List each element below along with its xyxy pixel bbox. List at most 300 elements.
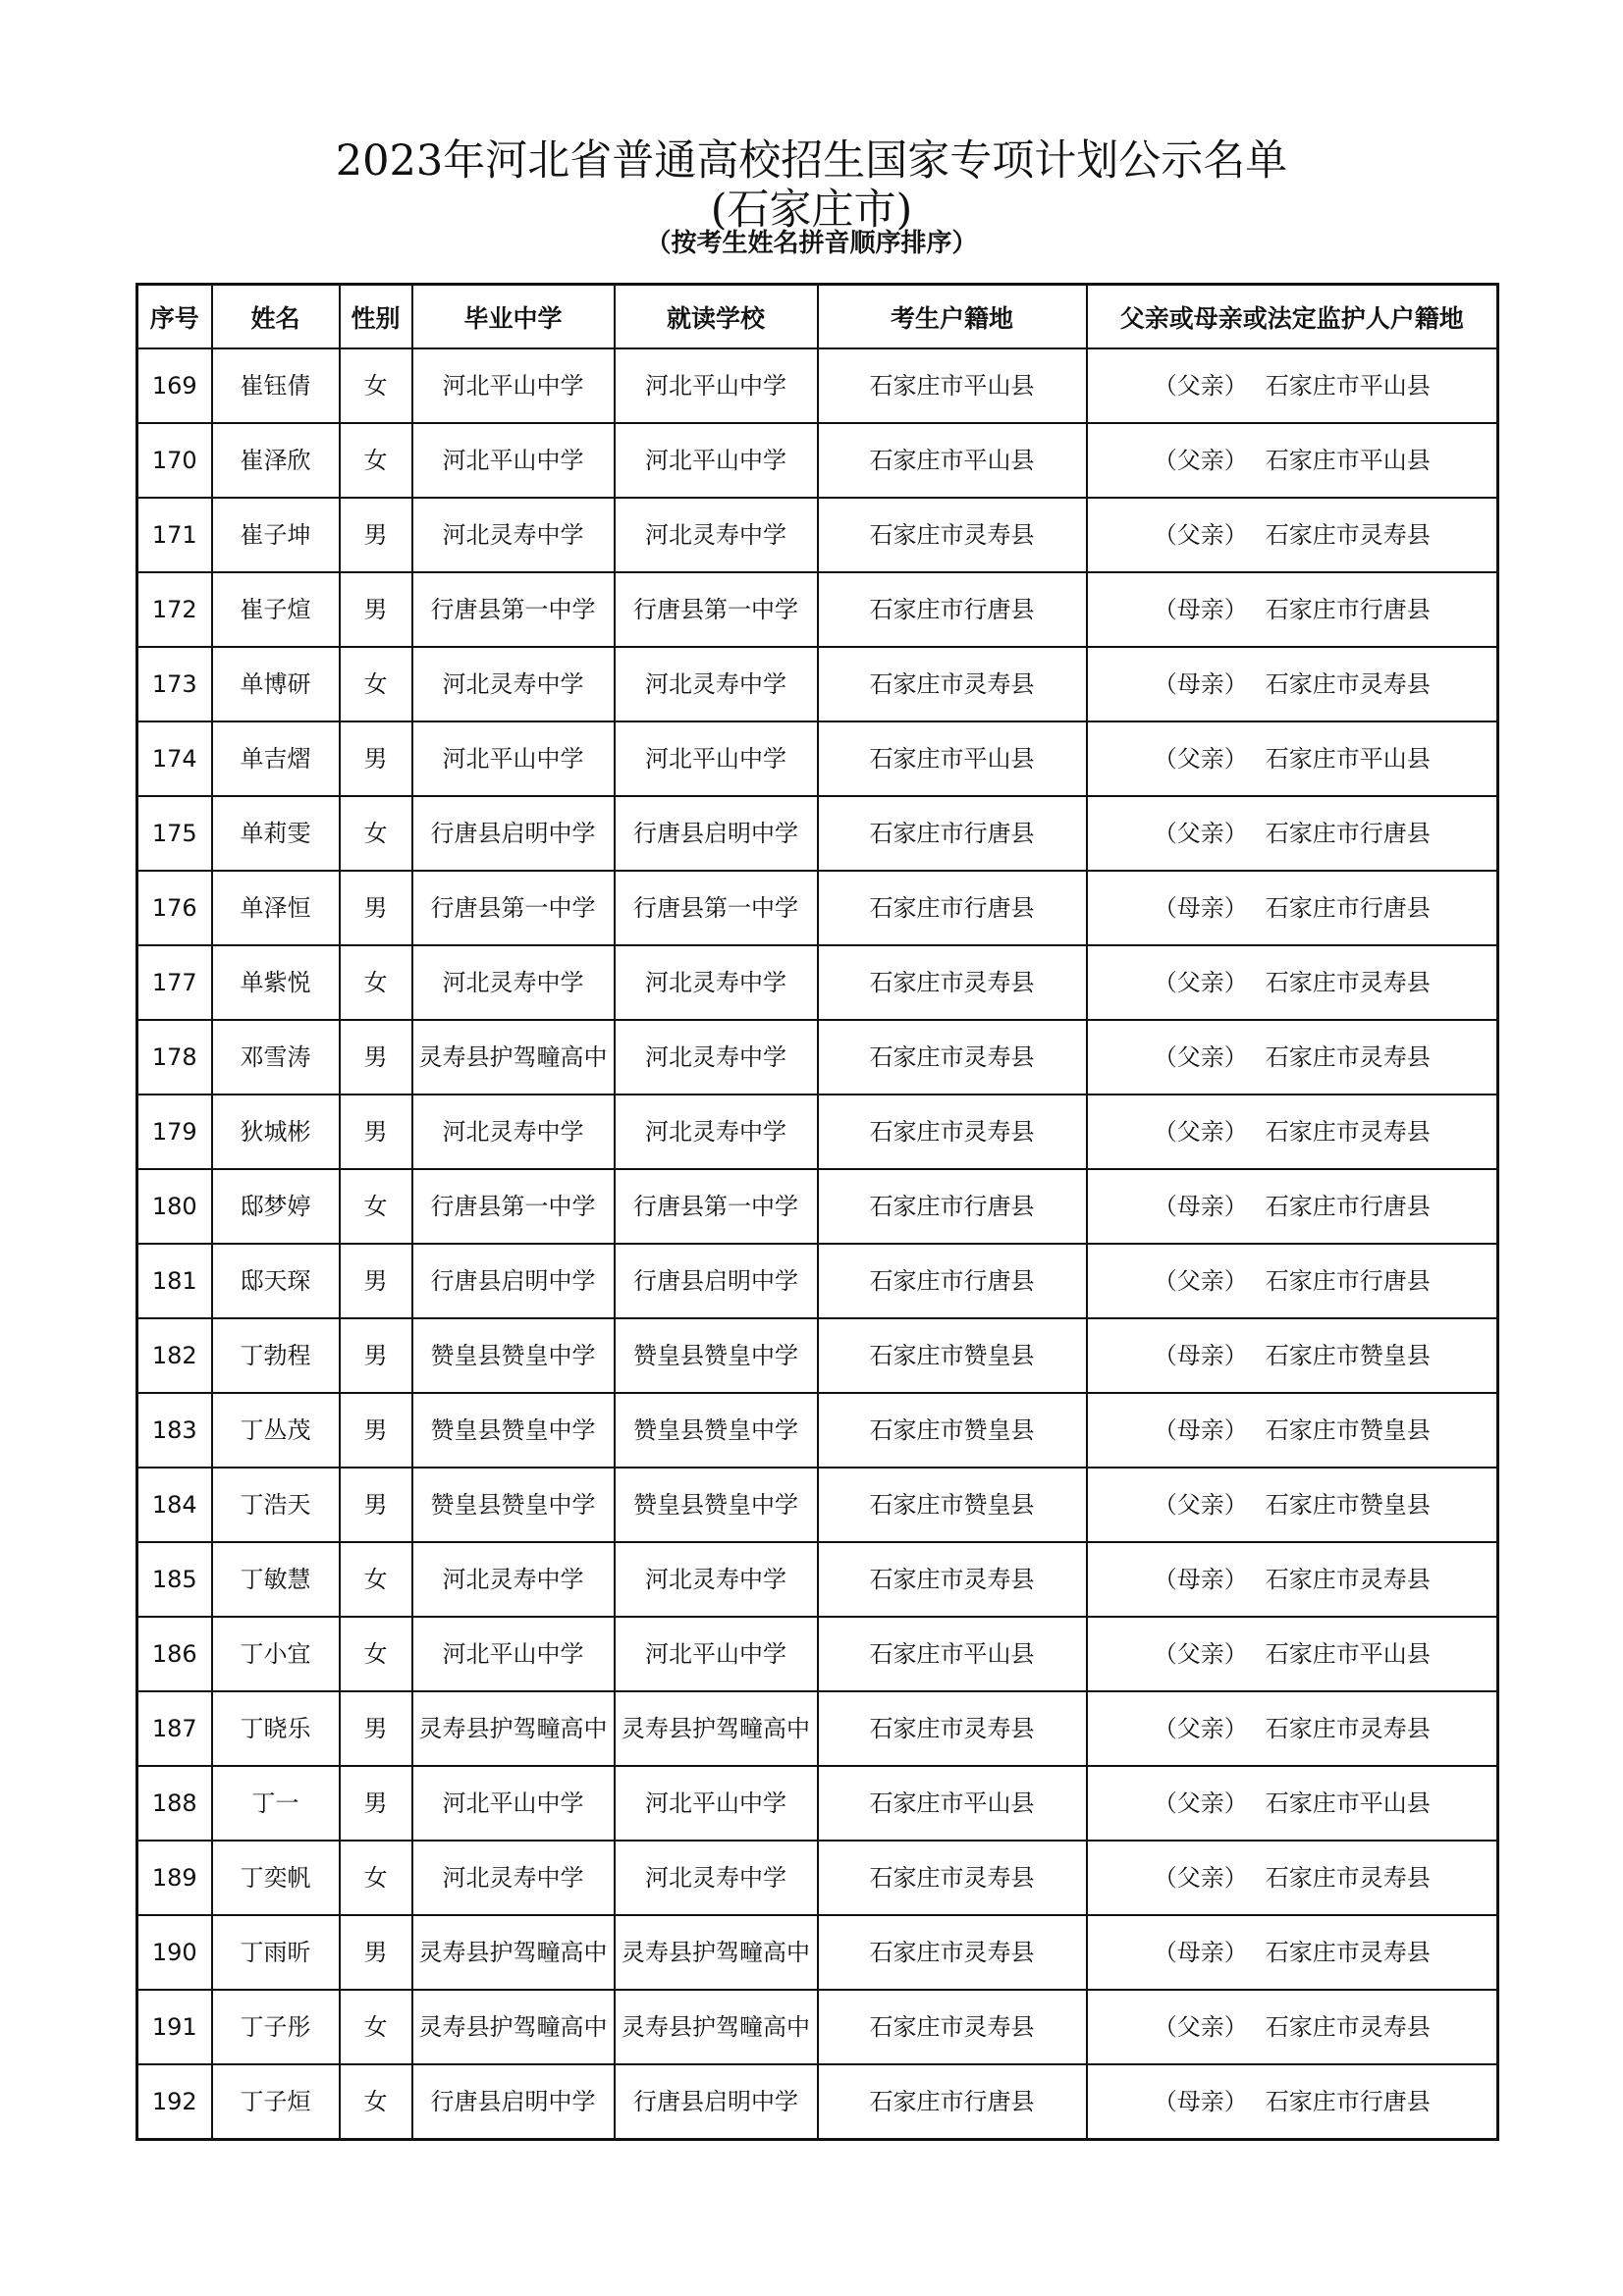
current-school: 赞皇县赞皇中学 <box>615 1318 818 1393</box>
parent-open-paren: （ <box>1153 1267 1177 1295</box>
student-name: 丁丛茂 <box>212 1393 340 1468</box>
parent-open-paren: （ <box>1153 1640 1177 1668</box>
student-gender: 男 <box>340 1095 412 1169</box>
table-row <box>137 796 1498 871</box>
row-seq: 187 <box>137 1691 212 1766</box>
grad-school: 河北灵寿中学 <box>412 647 615 721</box>
parent-relation: 母亲 <box>1176 1342 1224 1369</box>
row-seq: 177 <box>137 945 212 1020</box>
parent-hukou: 石家庄市灵寿县 <box>1265 1043 1431 1071</box>
parent-hukou: 石家庄市灵寿县 <box>1265 1118 1431 1146</box>
parent-relation: 父亲 <box>1176 745 1224 773</box>
row-seq: 181 <box>137 1244 212 1318</box>
parent-relation: 父亲 <box>1176 1491 1224 1519</box>
parent-hukou-cell <box>1087 498 1498 572</box>
student-gender: 女 <box>340 1617 412 1691</box>
current-school: 河北灵寿中学 <box>615 647 818 721</box>
parent-hukou-cell <box>1087 1617 1498 1691</box>
parent-close-paren: ） <box>1223 2013 1248 2041</box>
parent-hukou-cell <box>1087 1766 1498 1841</box>
table-row <box>137 1542 1498 1617</box>
parent-hukou-cell <box>1087 348 1498 423</box>
row-seq: 175 <box>137 796 212 871</box>
grad-school: 河北灵寿中学 <box>412 945 615 1020</box>
grad-school: 灵寿县护驾疃高中 <box>412 1915 615 1990</box>
current-school: 河北灵寿中学 <box>615 498 818 572</box>
grad-school: 河北灵寿中学 <box>412 1542 615 1617</box>
table-row <box>137 1766 1498 1841</box>
table-row <box>137 2064 1498 2140</box>
parent-hukou-cell <box>1087 1841 1498 1915</box>
table-row <box>137 1020 1498 1095</box>
grad-school: 行唐县第一中学 <box>412 1169 615 1244</box>
parent-hukou-cell <box>1087 1244 1498 1318</box>
parent-close-paren: ） <box>1223 1118 1248 1146</box>
parent-hukou: 石家庄市平山县 <box>1265 372 1431 400</box>
table-row <box>137 348 1498 423</box>
current-school: 行唐县第一中学 <box>615 871 818 945</box>
parent-relation: 父亲 <box>1176 1118 1224 1146</box>
parent-open-paren: （ <box>1153 1193 1177 1220</box>
current-school: 赞皇县赞皇中学 <box>615 1468 818 1542</box>
parent-hukou-cell <box>1087 1915 1498 1990</box>
student-gender: 男 <box>340 1468 412 1542</box>
header-grad-school: 毕业中学 <box>412 285 615 349</box>
parent-relation: 母亲 <box>1176 1939 1224 1966</box>
parent-close-paren: ） <box>1223 596 1248 623</box>
parent-hukou: 石家庄市平山县 <box>1265 447 1431 474</box>
current-school: 河北灵寿中学 <box>615 1841 818 1915</box>
parent-hukou-cell <box>1087 721 1498 796</box>
parent-relation: 父亲 <box>1176 969 1224 996</box>
student-name: 邸天琛 <box>212 1244 340 1318</box>
student-gender: 女 <box>340 1542 412 1617</box>
parent-hukou: 石家庄市赞皇县 <box>1265 1342 1431 1369</box>
student-hukou: 石家庄市行唐县 <box>818 796 1087 871</box>
parent-close-paren: ） <box>1223 670 1248 698</box>
student-gender: 男 <box>340 498 412 572</box>
parent-relation: 父亲 <box>1176 372 1224 400</box>
parent-hukou-cell <box>1087 647 1498 721</box>
document-title: 2023年河北省普通高校招生国家专项计划公示名单 <box>335 136 1288 186</box>
student-hukou: 石家庄市行唐县 <box>818 2064 1087 2140</box>
sort-note: （按考生姓名拼音顺序排序） <box>645 229 978 258</box>
student-hukou: 石家庄市平山县 <box>818 1617 1087 1691</box>
parent-hukou: 石家庄市平山县 <box>1265 745 1431 773</box>
student-gender: 女 <box>340 348 412 423</box>
parent-close-paren: ） <box>1223 1939 1248 1966</box>
parent-hukou: 石家庄市行唐县 <box>1265 2088 1431 2115</box>
parent-hukou: 石家庄市灵寿县 <box>1265 1939 1431 1966</box>
parent-hukou: 石家庄市平山县 <box>1265 1640 1431 1668</box>
current-school: 灵寿县护驾疃高中 <box>615 1915 818 1990</box>
student-name: 单紫悦 <box>212 945 340 1020</box>
table-body <box>137 348 1498 2140</box>
student-hukou: 石家庄市平山县 <box>818 721 1087 796</box>
student-name: 单泽恒 <box>212 871 340 945</box>
parent-hukou: 石家庄市灵寿县 <box>1265 2013 1431 2041</box>
parent-hukou: 石家庄市行唐县 <box>1265 894 1431 922</box>
table-row <box>137 572 1498 647</box>
current-school: 赞皇县赞皇中学 <box>615 1393 818 1468</box>
table-row <box>137 1617 1498 1691</box>
student-hukou: 石家庄市灵寿县 <box>818 1841 1087 1915</box>
parent-open-paren: （ <box>1153 745 1177 773</box>
parent-open-paren: （ <box>1153 1491 1177 1519</box>
student-name: 丁一 <box>212 1766 340 1841</box>
parent-hukou-cell <box>1087 1691 1498 1766</box>
grad-school: 行唐县第一中学 <box>412 871 615 945</box>
parent-close-paren: ） <box>1223 1715 1248 1742</box>
student-name: 丁晓乐 <box>212 1691 340 1766</box>
student-hukou: 石家庄市灵寿县 <box>818 647 1087 721</box>
student-name: 崔子煊 <box>212 572 340 647</box>
parent-relation: 母亲 <box>1176 1566 1224 1593</box>
parent-hukou-cell <box>1087 1990 1498 2064</box>
table-row <box>137 647 1498 721</box>
student-name: 单吉熠 <box>212 721 340 796</box>
student-gender: 男 <box>340 1393 412 1468</box>
parent-hukou-cell <box>1087 945 1498 1020</box>
parent-close-paren: ） <box>1223 1640 1248 1668</box>
student-name: 丁子彤 <box>212 1990 340 2064</box>
parent-relation: 父亲 <box>1176 820 1224 847</box>
parent-close-paren: ） <box>1223 1043 1248 1071</box>
header-gender: 性别 <box>340 285 412 349</box>
current-school: 河北灵寿中学 <box>615 945 818 1020</box>
parent-hukou-cell <box>1087 1095 1498 1169</box>
student-gender: 女 <box>340 1841 412 1915</box>
parent-relation: 父亲 <box>1176 1640 1224 1668</box>
parent-open-paren: （ <box>1153 596 1177 623</box>
row-seq: 182 <box>137 1318 212 1393</box>
table-row <box>137 1169 1498 1244</box>
parent-relation: 父亲 <box>1176 1043 1224 1071</box>
student-gender: 男 <box>340 871 412 945</box>
student-hukou: 石家庄市灵寿县 <box>818 1990 1087 2064</box>
parent-open-paren: （ <box>1153 447 1177 474</box>
student-hukou: 石家庄市灵寿县 <box>818 945 1087 1020</box>
parent-close-paren: ） <box>1223 894 1248 922</box>
student-hukou: 石家庄市赞皇县 <box>818 1393 1087 1468</box>
current-school: 行唐县启明中学 <box>615 796 818 871</box>
student-hukou: 石家庄市灵寿县 <box>818 1095 1087 1169</box>
row-seq: 176 <box>137 871 212 945</box>
table-row <box>137 1318 1498 1393</box>
parent-hukou-cell <box>1087 1020 1498 1095</box>
current-school: 河北平山中学 <box>615 1617 818 1691</box>
grad-school: 行唐县启明中学 <box>412 2064 615 2140</box>
parent-hukou: 石家庄市灵寿县 <box>1265 521 1431 549</box>
parent-open-paren: （ <box>1153 521 1177 549</box>
grad-school: 行唐县第一中学 <box>412 572 615 647</box>
current-school: 灵寿县护驾疃高中 <box>615 1990 818 2064</box>
parent-relation: 母亲 <box>1176 2088 1224 2115</box>
grad-school: 赞皇县赞皇中学 <box>412 1393 615 1468</box>
parent-relation: 母亲 <box>1176 1416 1224 1444</box>
parent-hukou-cell <box>1087 2064 1498 2140</box>
student-gender: 男 <box>340 721 412 796</box>
parent-close-paren: ） <box>1223 745 1248 773</box>
row-seq: 171 <box>137 498 212 572</box>
current-school: 河北灵寿中学 <box>615 1542 818 1617</box>
table-header-row <box>137 285 1498 349</box>
row-seq: 184 <box>137 1468 212 1542</box>
table-row <box>137 423 1498 498</box>
student-gender: 女 <box>340 945 412 1020</box>
grad-school: 灵寿县护驾疃高中 <box>412 1020 615 1095</box>
student-hukou: 石家庄市行唐县 <box>818 1169 1087 1244</box>
current-school: 行唐县启明中学 <box>615 1244 818 1318</box>
grad-school: 灵寿县护驾疃高中 <box>412 1990 615 2064</box>
parent-relation: 父亲 <box>1176 1864 1224 1892</box>
table-row <box>137 1990 1498 2064</box>
student-hukou: 石家庄市平山县 <box>818 348 1087 423</box>
student-name: 邓雪涛 <box>212 1020 340 1095</box>
parent-open-paren: （ <box>1153 372 1177 400</box>
student-gender: 男 <box>340 1691 412 1766</box>
table-row <box>137 1095 1498 1169</box>
roster-table <box>135 283 1499 2141</box>
parent-close-paren: ） <box>1223 1491 1248 1519</box>
parent-open-paren: （ <box>1153 670 1177 698</box>
current-school: 行唐县第一中学 <box>615 1169 818 1244</box>
row-seq: 186 <box>137 1617 212 1691</box>
student-gender: 男 <box>340 1318 412 1393</box>
student-name: 丁雨昕 <box>212 1915 340 1990</box>
parent-close-paren: ） <box>1223 1416 1248 1444</box>
grad-school: 河北平山中学 <box>412 1766 615 1841</box>
row-seq: 185 <box>137 1542 212 1617</box>
student-name: 邸梦婷 <box>212 1169 340 1244</box>
parent-hukou: 石家庄市赞皇县 <box>1265 1491 1431 1519</box>
header-parent-hukou: 父亲或母亲或法定监护人户籍地 <box>1087 285 1498 349</box>
student-gender: 男 <box>340 1766 412 1841</box>
parent-relation: 父亲 <box>1176 1267 1224 1295</box>
row-seq: 190 <box>137 1915 212 1990</box>
parent-close-paren: ） <box>1223 1193 1248 1220</box>
row-seq: 170 <box>137 423 212 498</box>
parent-open-paren: （ <box>1153 1118 1177 1146</box>
student-hukou: 石家庄市行唐县 <box>818 1244 1087 1318</box>
parent-open-paren: （ <box>1153 1864 1177 1892</box>
table-row <box>137 945 1498 1020</box>
row-seq: 189 <box>137 1841 212 1915</box>
parent-open-paren: （ <box>1153 1043 1177 1071</box>
student-gender: 女 <box>340 1169 412 1244</box>
student-hukou: 石家庄市灵寿县 <box>818 1691 1087 1766</box>
student-gender: 男 <box>340 1020 412 1095</box>
parent-close-paren: ） <box>1223 1789 1248 1817</box>
student-name: 丁浩天 <box>212 1468 340 1542</box>
parent-open-paren: （ <box>1153 1715 1177 1742</box>
student-hukou: 石家庄市平山县 <box>818 1766 1087 1841</box>
student-name: 丁勃程 <box>212 1318 340 1393</box>
parent-close-paren: ） <box>1223 969 1248 996</box>
parent-close-paren: ） <box>1223 372 1248 400</box>
parent-hukou: 石家庄市行唐县 <box>1265 820 1431 847</box>
grad-school: 行唐县启明中学 <box>412 796 615 871</box>
row-seq: 192 <box>137 2064 212 2140</box>
student-hukou: 石家庄市行唐县 <box>818 871 1087 945</box>
parent-hukou-cell <box>1087 1468 1498 1542</box>
current-school: 河北灵寿中学 <box>615 1020 818 1095</box>
parent-hukou-cell <box>1087 1542 1498 1617</box>
parent-relation: 母亲 <box>1176 596 1224 623</box>
grad-school: 河北灵寿中学 <box>412 1095 615 1169</box>
parent-open-paren: （ <box>1153 969 1177 996</box>
row-seq: 191 <box>137 1990 212 2064</box>
student-gender: 女 <box>340 796 412 871</box>
grad-school: 赞皇县赞皇中学 <box>412 1318 615 1393</box>
table-row <box>137 1393 1498 1468</box>
parent-hukou-cell <box>1087 1169 1498 1244</box>
student-hukou: 石家庄市灵寿县 <box>818 1542 1087 1617</box>
grad-school: 河北灵寿中学 <box>412 498 615 572</box>
student-gender: 男 <box>340 1915 412 1990</box>
parent-close-paren: ） <box>1223 1864 1248 1892</box>
header-name: 姓名 <box>212 285 340 349</box>
student-name: 单博研 <box>212 647 340 721</box>
parent-relation: 父亲 <box>1176 521 1224 549</box>
student-name: 丁奕帆 <box>212 1841 340 1915</box>
table-row <box>137 1841 1498 1915</box>
row-seq: 188 <box>137 1766 212 1841</box>
parent-hukou-cell <box>1087 1393 1498 1468</box>
parent-hukou-cell <box>1087 1318 1498 1393</box>
student-name: 丁小宜 <box>212 1617 340 1691</box>
student-hukou: 石家庄市灵寿县 <box>818 1020 1087 1095</box>
parent-relation: 父亲 <box>1176 447 1224 474</box>
parent-relation: 父亲 <box>1176 1715 1224 1742</box>
table-row <box>137 721 1498 796</box>
student-gender: 女 <box>340 423 412 498</box>
row-seq: 172 <box>137 572 212 647</box>
student-hukou: 石家庄市行唐县 <box>818 572 1087 647</box>
current-school: 行唐县第一中学 <box>615 572 818 647</box>
current-school: 灵寿县护驾疃高中 <box>615 1691 818 1766</box>
header-seq: 序号 <box>137 285 212 349</box>
document-subtitle: (石家庄市) <box>710 186 913 235</box>
parent-close-paren: ） <box>1223 447 1248 474</box>
parent-hukou: 石家庄市灵寿县 <box>1265 670 1431 698</box>
parent-close-paren: ） <box>1223 1267 1248 1295</box>
grad-school: 河北平山中学 <box>412 721 615 796</box>
table-row <box>137 1691 1498 1766</box>
header-current-school: 就读学校 <box>615 285 818 349</box>
parent-hukou: 石家庄市灵寿县 <box>1265 1566 1431 1593</box>
current-school: 河北平山中学 <box>615 1766 818 1841</box>
grad-school: 河北灵寿中学 <box>412 1841 615 1915</box>
parent-relation: 母亲 <box>1176 670 1224 698</box>
parent-close-paren: ） <box>1223 1342 1248 1369</box>
table-row <box>137 871 1498 945</box>
row-seq: 169 <box>137 348 212 423</box>
parent-close-paren: ） <box>1223 2088 1248 2115</box>
table-row <box>137 1468 1498 1542</box>
student-gender: 男 <box>340 1244 412 1318</box>
parent-hukou: 石家庄市行唐县 <box>1265 1267 1431 1295</box>
parent-close-paren: ） <box>1223 521 1248 549</box>
row-seq: 180 <box>137 1169 212 1244</box>
row-seq: 183 <box>137 1393 212 1468</box>
student-name: 崔钰倩 <box>212 348 340 423</box>
grad-school: 赞皇县赞皇中学 <box>412 1468 615 1542</box>
parent-open-paren: （ <box>1153 1566 1177 1593</box>
student-name: 崔泽欣 <box>212 423 340 498</box>
parent-open-paren: （ <box>1153 1416 1177 1444</box>
parent-open-paren: （ <box>1153 1789 1177 1817</box>
row-seq: 179 <box>137 1095 212 1169</box>
parent-hukou-cell <box>1087 572 1498 647</box>
parent-hukou: 石家庄市行唐县 <box>1265 1193 1431 1220</box>
student-hukou: 石家庄市灵寿县 <box>818 498 1087 572</box>
parent-hukou: 石家庄市平山县 <box>1265 1789 1431 1817</box>
parent-relation: 父亲 <box>1176 2013 1224 2041</box>
parent-relation: 母亲 <box>1176 894 1224 922</box>
parent-open-paren: （ <box>1153 1342 1177 1369</box>
student-gender: 男 <box>340 572 412 647</box>
current-school: 河北灵寿中学 <box>615 1095 818 1169</box>
student-hukou: 石家庄市灵寿县 <box>818 1915 1087 1990</box>
student-name: 崔子坤 <box>212 498 340 572</box>
table-row <box>137 1244 1498 1318</box>
student-hukou: 石家庄市赞皇县 <box>818 1468 1087 1542</box>
grad-school: 河北平山中学 <box>412 423 615 498</box>
student-name: 丁子烜 <box>212 2064 340 2140</box>
student-name: 单莉雯 <box>212 796 340 871</box>
student-hukou: 石家庄市赞皇县 <box>818 1318 1087 1393</box>
grad-school: 灵寿县护驾疃高中 <box>412 1691 615 1766</box>
row-seq: 174 <box>137 721 212 796</box>
current-school: 河北平山中学 <box>615 348 818 423</box>
parent-hukou: 石家庄市灵寿县 <box>1265 1715 1431 1742</box>
parent-open-paren: （ <box>1153 820 1177 847</box>
table-row <box>137 498 1498 572</box>
row-seq: 178 <box>137 1020 212 1095</box>
parent-close-paren: ） <box>1223 820 1248 847</box>
parent-open-paren: （ <box>1153 2088 1177 2115</box>
row-seq: 173 <box>137 647 212 721</box>
grad-school: 河北平山中学 <box>412 348 615 423</box>
current-school: 行唐县启明中学 <box>615 2064 818 2140</box>
parent-relation: 父亲 <box>1176 1789 1224 1817</box>
parent-open-paren: （ <box>1153 894 1177 922</box>
current-school: 河北平山中学 <box>615 721 818 796</box>
student-gender: 女 <box>340 647 412 721</box>
parent-open-paren: （ <box>1153 2013 1177 2041</box>
grad-school: 河北平山中学 <box>412 1617 615 1691</box>
header-hukou: 考生户籍地 <box>818 285 1087 349</box>
parent-hukou-cell <box>1087 423 1498 498</box>
parent-hukou-cell <box>1087 796 1498 871</box>
parent-open-paren: （ <box>1153 1939 1177 1966</box>
student-name: 丁敏慧 <box>212 1542 340 1617</box>
student-gender: 女 <box>340 2064 412 2140</box>
student-gender: 女 <box>340 1990 412 2064</box>
table-row <box>137 1915 1498 1990</box>
grad-school: 行唐县启明中学 <box>412 1244 615 1318</box>
student-name: 狄城彬 <box>212 1095 340 1169</box>
parent-hukou: 石家庄市行唐县 <box>1265 596 1431 623</box>
parent-relation: 母亲 <box>1176 1193 1224 1220</box>
parent-hukou: 石家庄市赞皇县 <box>1265 1416 1431 1444</box>
parent-hukou: 石家庄市灵寿县 <box>1265 969 1431 996</box>
current-school: 河北平山中学 <box>615 423 818 498</box>
parent-hukou-cell <box>1087 871 1498 945</box>
parent-close-paren: ） <box>1223 1566 1248 1593</box>
student-hukou: 石家庄市平山县 <box>818 423 1087 498</box>
